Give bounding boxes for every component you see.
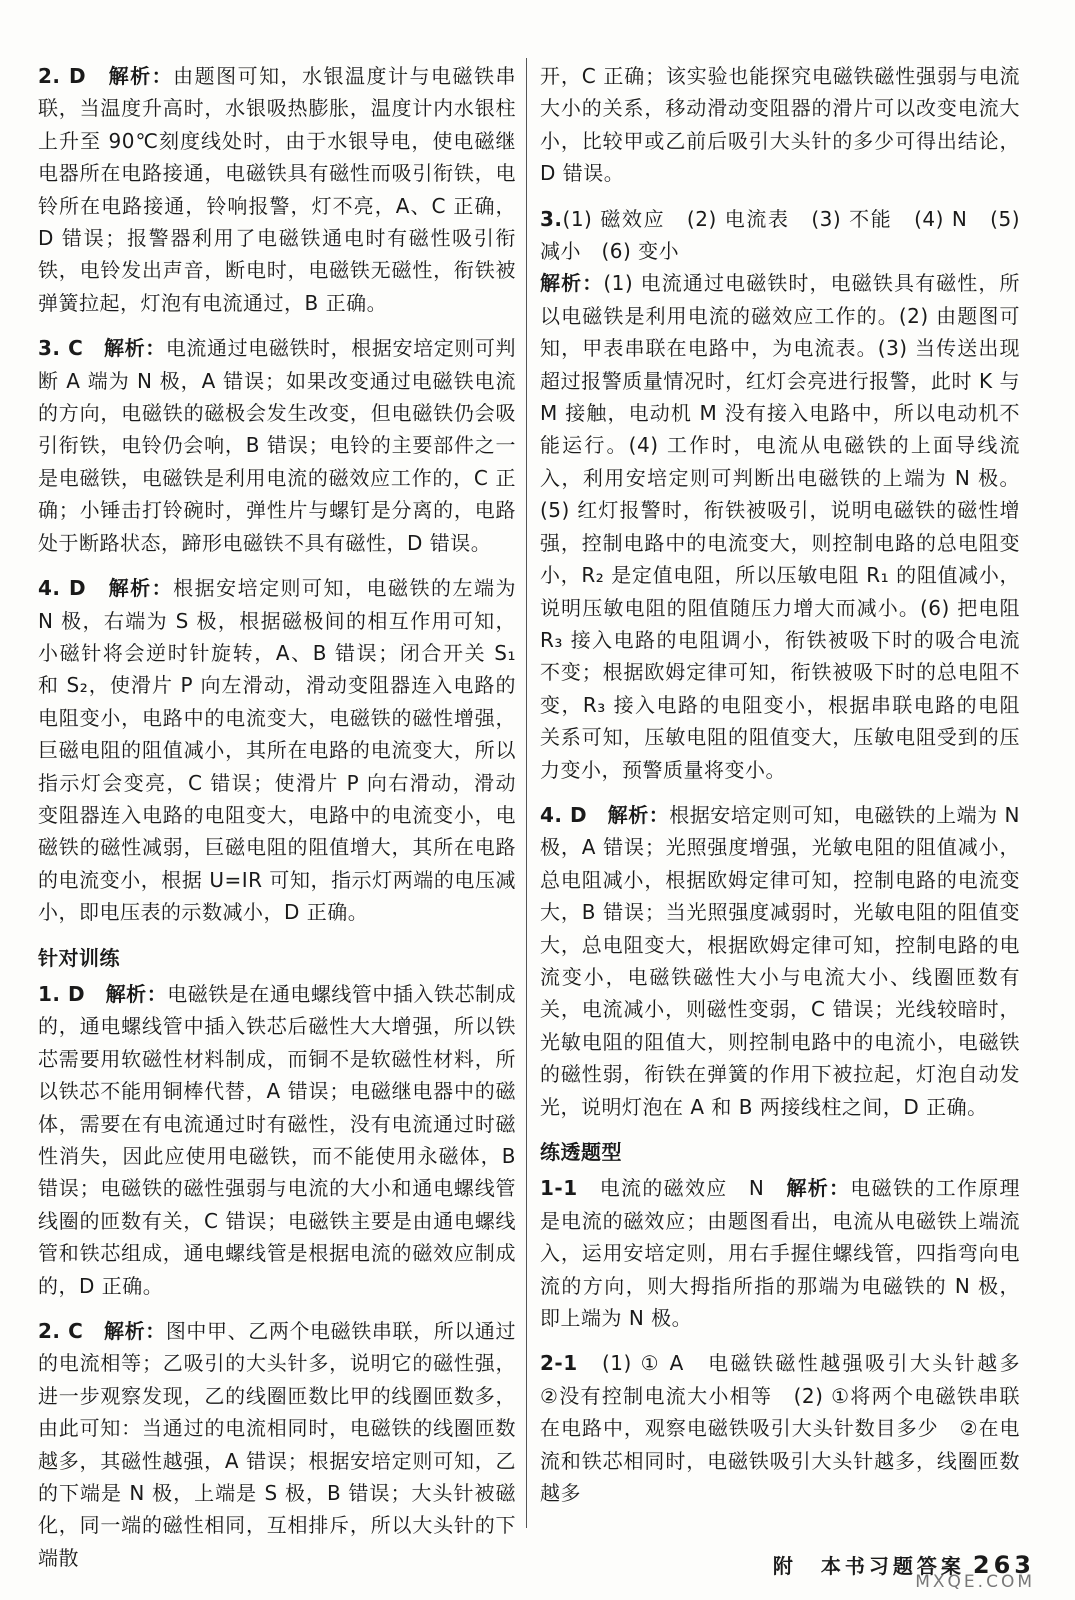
analysis-text: 图中甲、乙两个电磁铁串联，所以通过的电流相等；乙吸引的大头针多，说明它的磁性强，进一步观察发现，乙的线圈匝数比甲的线圈匝数多，由此可知：当通过的电流相同时，电磁铁的线圈匝数越多，其磁性越强，A 错误；根据安培定则可知，乙的下端是 N 极，上端是 S 极，B 错误；大头针被磁化，同一端的磁性相同，互相排斥，所以大头针的下端散 (38, 1319, 517, 1570)
analysis-text: 电流通过电磁铁时，根据安培定则可判断 A 端为 N 极，A 错误；如果改变通过电磁铁电流的方向，电磁铁的磁极会发生改变，但电磁铁仍会吸引衔铁，电铃仍会响，B 错误；电铃的主要部件之一是电磁铁，电磁铁是利用电流的磁效应工作的，C 正确；小锤击打铃碗时，弹性片与螺钉是分离的，电路处于断路状态，蹄形电磁铁不具有磁性，D 错误。 (38, 336, 517, 555)
item-number: 2. D (38, 64, 87, 88)
analysis-tag: 解析： (108, 576, 174, 601)
answer-item (540, 203, 1020, 786)
analysis-tag: 解析： (105, 981, 168, 1006)
answer-text: (1) ① A 电磁铁磁性越强吸引大头针越多 ②没有控制电流大小相等 (2) ①将两个电磁铁串联在电路中，观察电磁铁吸引大头针数目多少 ②在电流和铁芯相同时，电磁铁吸引大头针越多，线圈匝数越多 (540, 1351, 1041, 1506)
answer-item (38, 978, 516, 1302)
analysis-text: 根据安培定则可知，电磁铁的上端为 N 极，A 错误；光照强度增强，光敏电阻的阻值减小，总电阻减小，根据欧姆定律可知，控制电路的电流变大，B 错误；当光照强度减弱时，光敏电阻的阻值变大，总电阻变大，根据欧姆定律可知，控制电路的电流变小，电磁铁磁性大小与电流大小、线圈匝数有关，电流减小，则磁性变弱，C 错误；光线较暗时，光敏电阻的阻值大，则控制电路中的电流小，电磁铁的磁性弱，衔铁在弹簧的作用下被拉起，灯泡自动发光，说明灯泡在 A 和 B 两接线柱之间，D 正确。 (540, 802, 1021, 1119)
watermark: MXQE.COM (915, 1572, 1035, 1592)
analysis-text: 电磁铁的工作原理是电流的磁效应；由题图看出，电流从电磁铁上端流入，运用安培定则，用右手握住螺线管，四指弯向电流的方向，则大拇指所指的那端为电磁铁的 N 极，即上端为 N 极。 (540, 1176, 1021, 1331)
footer-label: 附 本书习题答案 (772, 1554, 965, 1578)
analysis-tag: 解析： (540, 271, 604, 296)
answer-item (540, 1347, 1041, 1509)
analysis-tag: 解析： (607, 802, 670, 827)
analysis-text: 根据安培定则可知，电磁铁的左端为 N 极，右端为 S 极，根据磁极间的相互作用可知，小磁针将会逆时针旋转，A、B 错误；闭合开关 S₁ 和 S₂，使滑片 P 向左滑动，滑动变阻器连入电路的电阻变小，电路中的电流变大，电磁铁的磁性增强，巨磁电阻的阻值减小，其所在电路的电流变大，所以指示灯会变亮，C 错误；使滑片 P 向右滑动，滑动变阻器连入电路的电阻变大，电路中的电流变小，电磁铁的磁性减弱，巨磁电阻的阻值增大，其所在电路的电流变小，根据 U=IR 可知，指示灯两端的电压减小，即电压表的示数减小，D 正确。 (38, 576, 517, 925)
answer-item (38, 1315, 516, 1574)
item-number: 1-1 (540, 1176, 578, 1201)
item-number: 4. D (38, 576, 87, 601)
answer-item (38, 60, 516, 319)
answer-item (540, 1172, 1020, 1334)
section-heading: 练透题型 (540, 1140, 622, 1164)
item-number: 2. C (38, 1319, 84, 1344)
item-number: 3. C (38, 336, 84, 361)
analysis-tag: 解析： (108, 64, 174, 88)
answer-item (38, 572, 516, 928)
right-column (540, 60, 1041, 1522)
analysis-text: 由题图可知，水银温度计与电磁铁串联，当温度升高时，水银吸热膨胀，温度计内水银柱上升至 90℃刻度线处时，由于水银导电，使电磁继电器所在电路接通，电磁铁具有磁性而吸引衔铁，电铃所在电路接通，铃响报警，灯不亮，A、C 正确，D 错误；报警器利用了电磁铁通电时有磁性吸引衔铁，电铃发出声音，断电时，电磁铁无磁性，衔铁被弹簧拉起，灯泡有电流通过，B 正确。 (38, 64, 517, 315)
item-number: 4. D (540, 802, 588, 827)
analysis-tag: 解析： (786, 1176, 851, 1201)
analysis-tag: 解析： (103, 1319, 166, 1344)
answer-item (540, 799, 1020, 1123)
answer-text: (1) 磁效应 (2) 电流表 (3) 不能 (4) N (5) 减小 (6) 变小 (540, 206, 1020, 264)
answer-item (38, 332, 516, 559)
analysis-tag: 解析： (103, 336, 166, 361)
page-number: 263 (972, 1551, 1035, 1579)
answer-text: 电流的磁效应 N (599, 1176, 765, 1201)
left-column (38, 60, 516, 1587)
continued-text: 开，C 正确；该实验也能探究电磁铁磁性强弱与电流大小的关系，移动滑动变阻器的滑片可以改变电流大小，比较甲或乙前后吸引大头针的多少可得出结论，D 错误。 (540, 64, 1020, 186)
analysis-text: (1) 电流通过电磁铁时，电磁铁具有磁性，所以电磁铁是利用电流的磁效应工作的。(2) 由题图可知，甲表串联在电路中，为电流表。(3) 当传送出现超过报警质量情况时，红灯会亮进行报警，此时 K 与 M 接触，电动机 M 没有接入电路中，所以电动机不能运行。(4) 工作时，电流从电磁铁的上面导线流入，利用安培定则可判断出电磁铁的上端为 N 极。(5) 红灯报警时，衔铁被吸引，说明电磁铁的磁性增强，控制电路中的电流变大，则控制电路的总电阻变小，R₂ 是定值电阻，所以压敏电阻 R₁ 的阻值减小，说明压敏电阻的阻值随压力增大而减小。(6) 把电阻 R₃ 接入电路的电阻调小，衔铁被吸下时的吸合电流不变；根据欧姆定律可知，衔铁被吸下时的总电阻不变，R₃ 接入电路的电阻变小，根据串联电路的电阻关系可知，压敏电阻的阻值变大，压敏电阻受到的压力变小，预警质量将变小。 (540, 271, 1021, 782)
section-heading: 针对训练 (38, 945, 120, 970)
item-number: 3. (540, 206, 563, 231)
item-number: 1. D (38, 981, 86, 1006)
item-number: 2-1 (540, 1351, 578, 1376)
analysis-text: 电磁铁是在通电螺线管中插入铁芯制成的，通电螺线管中插入铁芯后磁性大大增强，所以铁芯需要用软磁性材料制成，而铜不是软磁性材料，所以铁芯不能用铜棒代替，A 错误；电磁继电器中的磁体，需要在有电流通过时有磁性，没有电流通过时磁性消失，因此应使用电磁铁，而不能使用永磁体，B 错误；电磁铁的磁性强弱与电流的大小和通电螺线管线圈的匝数有关，C 错误；电磁铁主要是由通电螺线管和铁芯组成，通电螺线管是根据电流的磁效应制成的，D 正确。 (38, 981, 517, 1298)
column-divider (526, 58, 527, 1528)
